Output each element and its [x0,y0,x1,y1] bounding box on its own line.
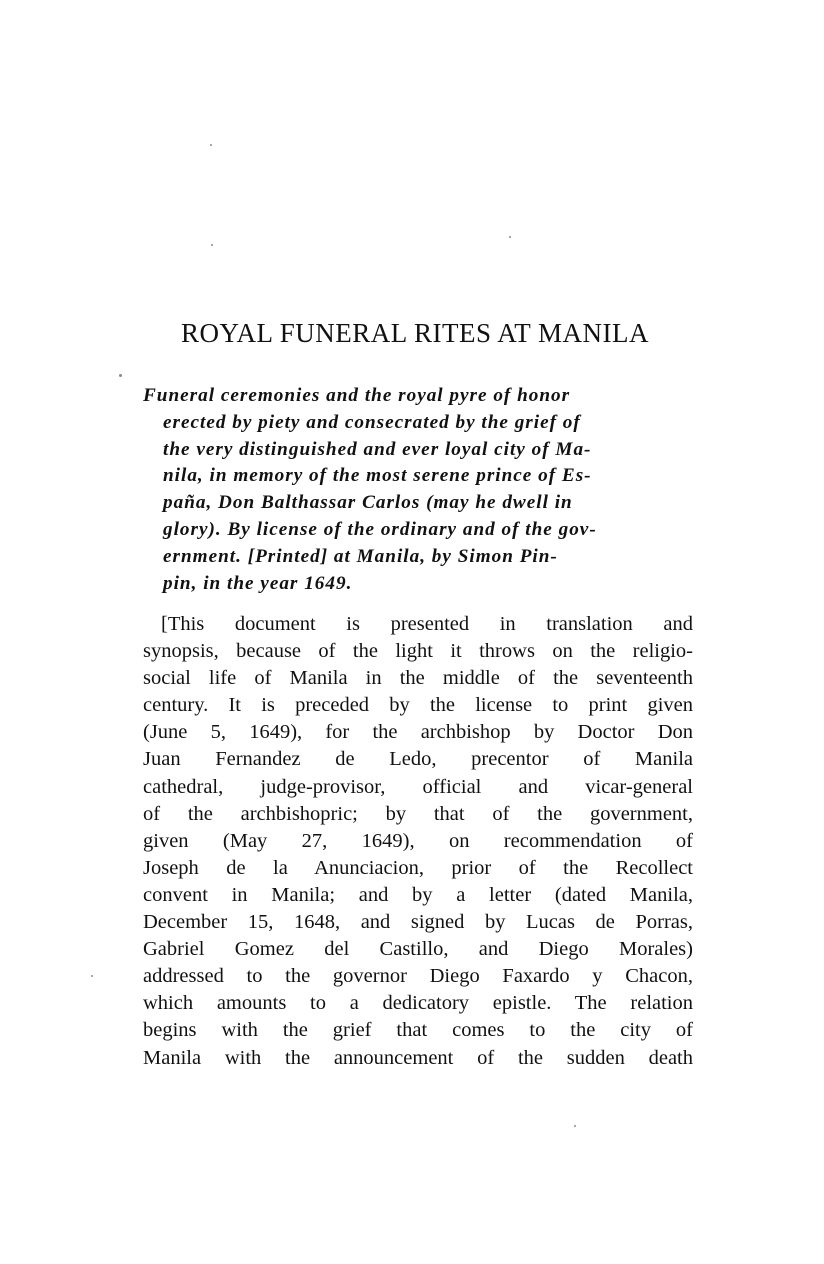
body-line: century. It is preceded by the license to print given [143,694,693,717]
body-line: social life of Manila in the middle of the seventeenth [143,667,693,690]
body-line: given (May 27, 1649), on recommendation of [143,829,693,852]
body-line: cathedral, judge-provisor, official and vicar-general [143,775,693,798]
body-line: synopsis, because of the light it throws on the religio- [143,640,693,663]
body-line: [This document is presented in translation and [161,613,693,635]
page-title: ROYAL FUNERAL RITES AT MANILA [180,318,649,348]
body-line: Gabriel Gomez del Castillo, and Diego Morales) [143,938,693,961]
body-line: December 15, 1648, and signed by Lucas de Porras, [143,911,693,934]
heading-line: nila, in memory of the most serene prince of Es- [163,465,592,487]
body-paragraph [143,611,693,1072]
body-line: convent in Manila; and by a letter (dated Manila, [143,883,693,906]
heading-line: paña, Don Balthassar Carlos (may he dwell in [163,492,573,514]
heading-line: Funeral ceremonies and the royal pyre of honor [143,385,571,406]
body-line: Joseph de la Anunciacion, prior of the Recollect [143,856,693,879]
scan-speck [509,236,511,238]
heading-line: pin, in the year 1649. [163,572,353,594]
scan-speck [574,1125,576,1127]
body-line: which amounts to a dedicatory epistle. The relation [143,992,693,1015]
body-line: Juan Fernandez de Ledo, precentor of Manila [143,748,693,771]
scan-speck [211,244,213,246]
heading-line: ernment. [Printed] at Manila, by Simon Pin- [163,545,558,567]
body-line: addressed to the governor Diego Faxardo y Chacon, [143,965,693,988]
body-line: begins with the grief that comes to the city of [143,1019,693,1042]
body-line: (June 5, 1649), for the archbishop by Doctor Don [143,721,693,744]
heading-line: glory). By license of the ordinary and of the gov- [163,518,597,540]
scan-speck [119,374,122,377]
heading-line: erected by piety and consecrated by the grief of [163,411,581,433]
scan-speck [91,975,93,977]
scan-speck [210,144,212,146]
body-line: Manila with the announcement of the sudden death [143,1046,693,1069]
document-heading [143,383,703,597]
body-line: of the archbishopric; by that of the government, [143,802,693,825]
heading-line: the very distinguished and ever loyal city of Ma- [163,438,592,460]
